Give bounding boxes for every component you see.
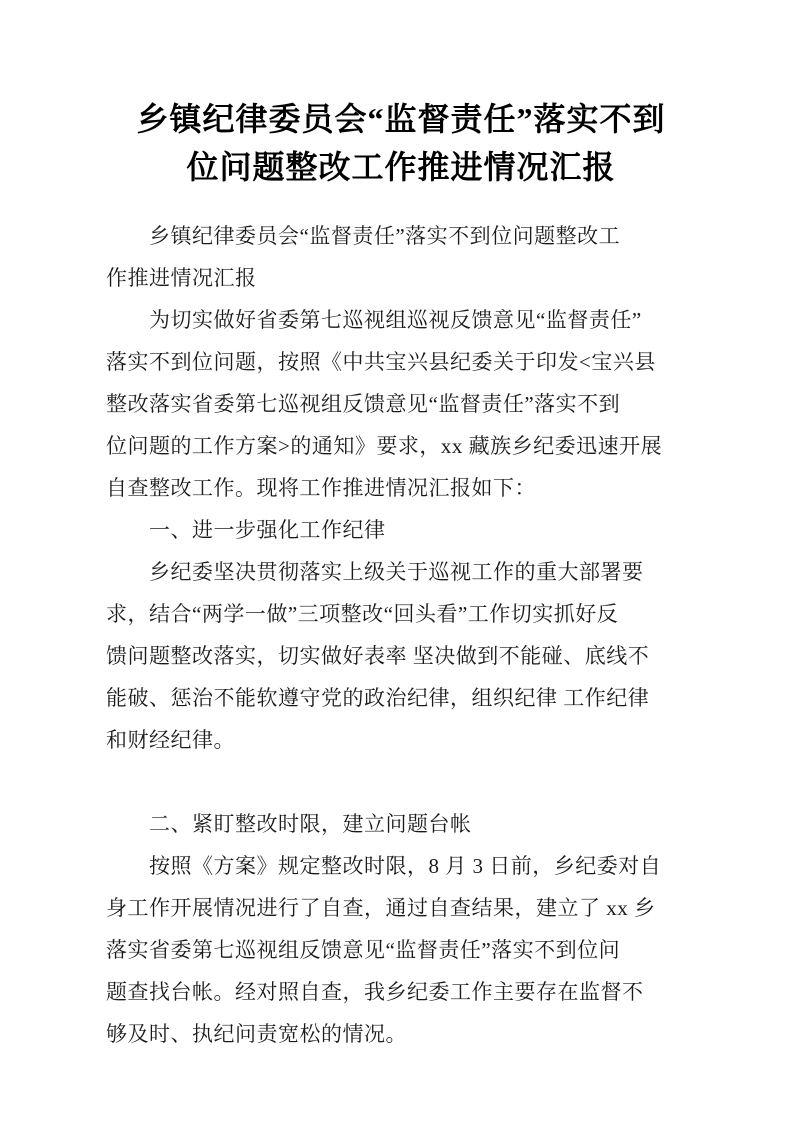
- text-line: 能破、惩治不能软遵守党的政治纪律，组织纪律 工作纪律: [106, 686, 650, 710]
- text-line: 自查整改工作。现将工作推进情况汇报如下：: [106, 476, 536, 500]
- text-line: 位问题的工作方案>的通知》要求，xx 藏族乡纪委迅速开展: [106, 434, 663, 458]
- text-line: 二、紧盯整改时限，建立问题台帐: [106, 812, 472, 836]
- text-line: 和财经纪律。: [106, 728, 235, 752]
- text-line: 乡纪委坚决贯彻落实上级关于巡视工作的重大部署要: [106, 560, 644, 584]
- text-line: 一、进一步强化工作纪律: [106, 518, 386, 542]
- text-line: 作推进情况汇报: [106, 266, 257, 290]
- paragraph-intro: [106, 299, 696, 509]
- document-body: [106, 215, 696, 1055]
- text-line: 落实不到位问题，按照《中共宝兴县纪委关于印发<宝兴县: [106, 350, 656, 374]
- text-line: 整改落实省委第七巡视组反馈意见“监督责任”落实不到: [106, 392, 621, 416]
- paragraph-section-1: [106, 551, 696, 761]
- heading-section-2: [106, 803, 696, 845]
- paragraph-section-2: [106, 845, 696, 1055]
- document-title-line-1: 乡镇纪律委员会“监督责任”落实不到: [136, 101, 666, 137]
- heading-section-1: [106, 509, 696, 551]
- document-title-line-2: 位问题整改工作推进情况汇报: [186, 149, 616, 185]
- text-line: 求，结合“两学一做”三项整改“回头看”工作切实抓好反: [106, 602, 619, 626]
- text-line: 按照《方案》规定整改时限，8 月 3 日前，乡纪委对自: [106, 854, 662, 878]
- paragraph-subtitle: [106, 215, 696, 299]
- text-line: 身工作开展情况进行了自查，通过自查结果，建立了 xx 乡: [106, 896, 656, 920]
- text-line: 为切实做好省委第七巡视组巡视反馈意见“监督责任”: [106, 308, 642, 332]
- text-line: 题查找台帐。经对照自查，我乡纪委工作主要存在监督不: [106, 980, 644, 1004]
- text-line: 落实省委第七巡视组反馈意见“监督责任”落实不到位问: [106, 938, 621, 962]
- text-line: 够及时、执纪问责宽松的情况。: [106, 1022, 407, 1046]
- text-line: 乡镇纪律委员会“监督责任”落实不到位问题整改工: [106, 224, 621, 248]
- document-title: [106, 95, 696, 191]
- text-line: 馈问题整改落实，切实做好表率 坚决做到不能碰、底线不: [106, 644, 650, 668]
